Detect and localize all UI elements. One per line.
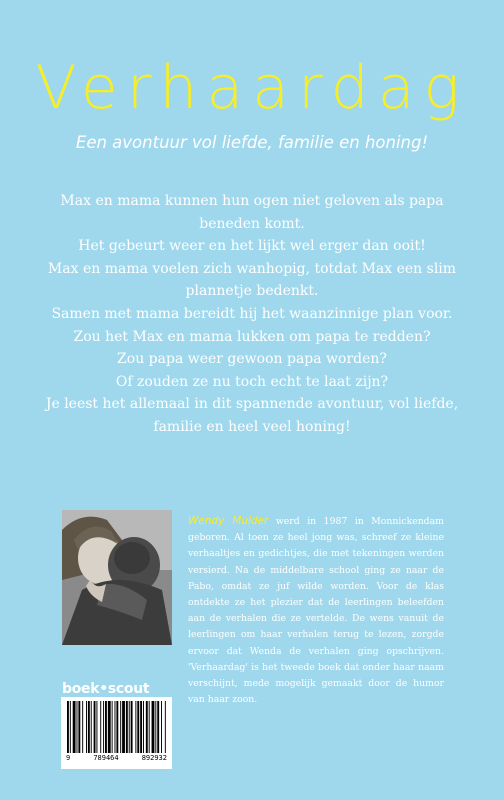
barcode-bar [88,701,90,753]
barcode-bar [116,701,118,753]
barcode-digit-group: 9 [66,754,71,762]
barcode-bar [112,701,113,753]
barcode-bar [77,701,78,753]
barcode-bar [70,701,71,753]
blurb-line: Max en mama voelen zich wanhopig, totdat Max een slim plannetje bedenkt. [47,260,457,300]
barcode-bar [146,701,148,753]
barcode-bar [82,701,83,753]
barcode-bar [122,701,125,753]
barcode-bar [152,701,155,753]
author-photo-image [62,510,172,645]
book-subtitle: Een avontuur vol liefde, familie en honing! [75,133,429,152]
barcode-digit-group: 789464 [93,754,119,762]
blurb-line: Je leest het allemaal in dit spannende avontuur, vol liefde, familie en heel veel honing! [45,396,459,435]
barcode-bar [161,701,162,753]
author-bio-text: werd in 1987 in Monnickendam geboren. Al toen ze heel jong was, schreef ze kleine verhaaltjes en gedichtjes, die met tekeningen werden versierd. Na de middelbare school ging ze naar de Pabo, omdat ze juf wilde worden. Voor de klas ontdekte ze het plezier dat de leerlingen beleefden aan de verhalen die ze vertelde. De wens vanuit de leerlingen om haar verhalen terug te lezen, zorgde ervoor dat Wenda de verhalen ging opschrijven. 'Verhaardag' is het tweede boek dat onder haar naam verschijnt, mede mogelijk gemaakt door de humor van haar zoon. [188,516,444,706]
barcode-bar [135,701,136,753]
barcode-bar [105,701,107,753]
barcode-bar [96,701,97,753]
barcode-bar [165,701,166,753]
blurb-line: Zou papa weer gewoon papa worden? [117,351,387,368]
barcode-bar [157,701,159,753]
barcode-bar [149,701,150,753]
barcode-bar [108,701,111,753]
author-photo [62,510,172,645]
barcode-bar [126,701,128,753]
blurb-line: Samen met mama bereidt hij het waanzinnige plan voor. [51,305,453,322]
blurb-line: Of zouden ze nu toch echt te laat zijn? [115,373,389,390]
barcode-bar [94,701,96,753]
barcode-digits [61,754,172,762]
author-bio [188,513,444,708]
barcode-bar [67,701,69,753]
barcode-digit-group: 892932 [141,754,167,762]
barcode-bar [131,701,133,753]
barcode-bar [86,701,87,753]
barcode-bar [100,701,101,753]
isbn-barcode [61,697,172,769]
blurb-line: Het gebeurt weer en het lijkt wel erger dan ooit! [78,238,426,255]
blurb-line: Zou het Max en mama lukken om papa te redden? [73,328,431,345]
barcode-bar [137,701,139,753]
barcode-bar [143,701,144,753]
barcode-bar [103,701,104,753]
barcode-bar [115,701,116,753]
barcode-bar [140,701,142,753]
barcode-bar [73,701,76,753]
blurb-line: Max en mama kunnen hun ogen niet geloven als papa beneden komt. [60,193,444,232]
author-name: Wendy Mulder [188,515,269,527]
back-cover-blurb [34,190,470,439]
book-title: Verhaardag [35,53,469,123]
barcode-bar [91,701,92,753]
barcode-bar [120,701,121,753]
barcode-bar [129,701,130,753]
publisher-logo: boek•scout [62,681,150,697]
barcode-bar [78,701,80,753]
barcode-bar [155,701,156,753]
